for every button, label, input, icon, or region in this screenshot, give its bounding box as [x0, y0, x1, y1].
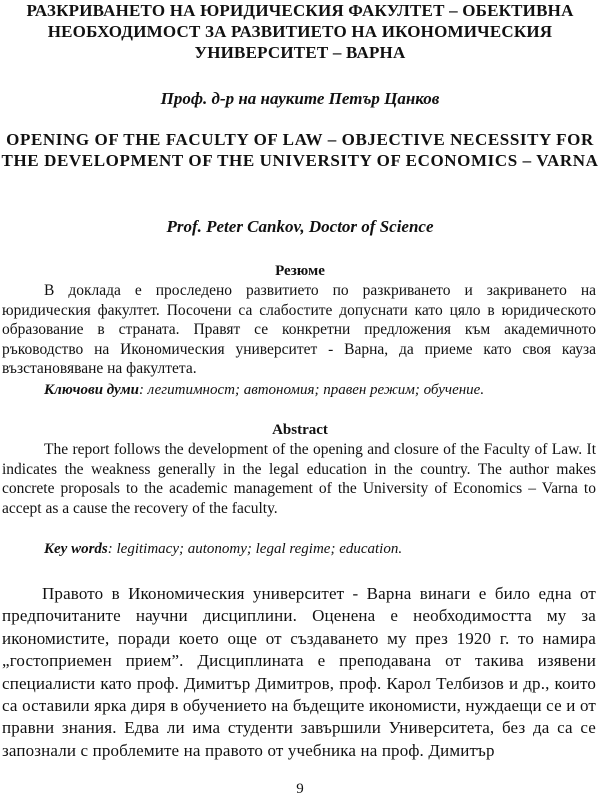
title-bulgarian: РАЗКРИВАНЕТО НА ЮРИДИЧЕСКИЯ ФАКУЛТЕТ – ОБЕКТИВНА НЕОБХОДИМОСТ ЗА РАЗВИТИЕТО НА ИКОНОМИЧЕСКИЯ УНИВЕРСИТЕТ – ВАРНА	[26, 1, 574, 62]
body-paragraph: Правото в Икономическия университет - Варна винаги е било една от предпочитаните научни дисциплини. Оценена е необходимостта му за икономистите, поради което още от създаването му през 1920 г. то намира „гостоприемен прием”. Дисциплината е преподавана от такива изявени специалисти като проф. Димитър Димитров, проф. Карол Телбизов и др., които са оставили ярка диря в обучението на бъдещите икономисти, нуждаещи се и от правни знания. Едва ли има студенти завършили Университета, без да са се запознали с проблемите на правото от учебника на проф. Димитър	[2, 584, 596, 760]
title-english: OPENING OF THE FACULTY OF LAW – OBJECTIVE NECESSITY FOR THE DEVELOPMENT OF THE UNIVERSITY OF ECONOMICS – VARNA	[1, 130, 599, 170]
summary-bg-text: В доклада е проследено развитието по разкриването и закриването на юридическия факултет. Посочени са слабостите допуснати като цяло в юридическото образование в страната. Правят се конкретни предложения към академичното ръководство на Икономическия университет - Варна, да приеме като своя кауза възстановяване на факултета.	[2, 282, 596, 378]
abstract-en-heading: Abstract	[272, 422, 328, 438]
keywords-en	[2, 540, 596, 559]
keywords-bg-label: Ключови думи	[44, 382, 139, 398]
author-bulgarian: Проф. д-р на науките Петър Цанков	[160, 89, 440, 108]
keywords-en-label: Key words	[44, 541, 108, 557]
keywords-bg	[2, 381, 596, 400]
summary-bg-heading: Резюме	[275, 263, 325, 279]
page-number: 9	[296, 781, 304, 797]
keywords-bg-list: : легитимност; автономия; правен режим; обучение.	[138, 382, 485, 398]
abstract-en-text: The report follows the development of the opening and closure of the Faculty of Law. It indicates the weakness generally in the legal education in the country. The author makes concrete proposals to the academic management of the University of Economics – Varna to accept as a cause the recovery of the faculty.	[2, 441, 596, 517]
author-english: Prof. Peter Cankov, Doctor of Science	[166, 217, 434, 236]
keywords-en-list: : legitimacy; autonomy; legal regime; education.	[107, 541, 403, 557]
